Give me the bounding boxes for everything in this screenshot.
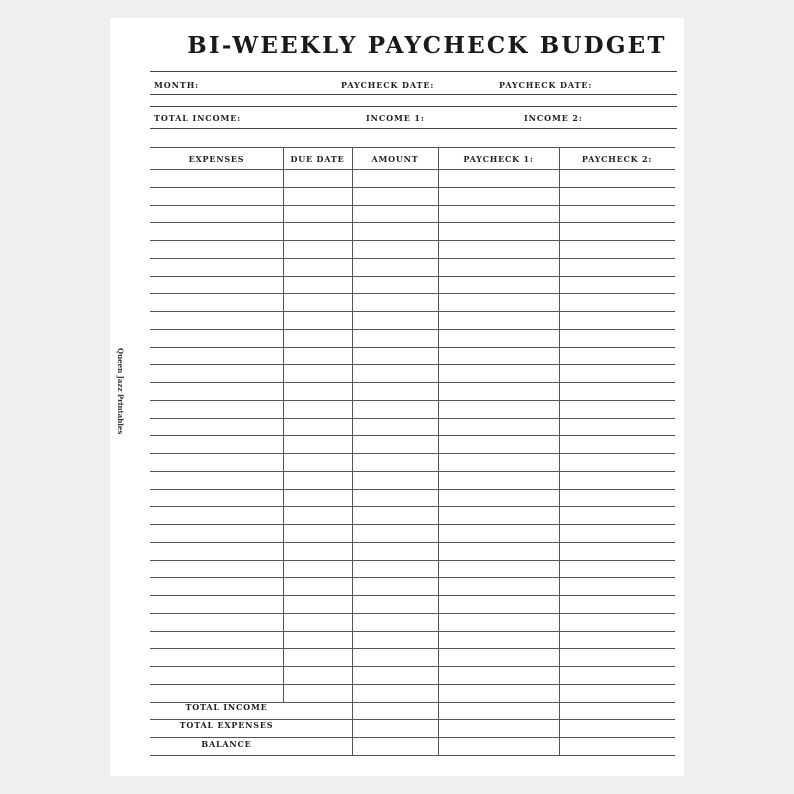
table-row-line bbox=[150, 737, 675, 738]
table-row-line bbox=[150, 222, 675, 223]
table-row-line bbox=[150, 329, 675, 330]
column-header-paycheck-2: PAYCHECK 2: bbox=[581, 154, 653, 164]
table-row-line bbox=[150, 684, 675, 685]
table-row-line bbox=[150, 400, 675, 401]
side-credit: Queen Jazz Printables bbox=[116, 348, 125, 435]
table-row-line bbox=[150, 187, 675, 188]
table-row-line bbox=[150, 258, 675, 259]
column-header-expenses: EXPENSES bbox=[188, 154, 245, 164]
table-row-line bbox=[150, 240, 675, 241]
paycheck-date-2-label: PAYCHECK DATE: bbox=[499, 80, 593, 90]
paycheck-date-1-label: PAYCHECK DATE: bbox=[341, 80, 435, 90]
column-header-amount: AMOUNT bbox=[371, 154, 419, 164]
table-row-line bbox=[150, 382, 675, 383]
table-row-line bbox=[150, 524, 675, 525]
table-row-line bbox=[150, 506, 675, 507]
table-row-line bbox=[150, 276, 675, 277]
table-row-line bbox=[150, 631, 675, 632]
table-row-line bbox=[150, 613, 675, 614]
table-row-line bbox=[150, 560, 675, 561]
table-row-line bbox=[150, 595, 675, 596]
table-row-line bbox=[150, 755, 675, 756]
table-row-line bbox=[150, 147, 675, 148]
table-column-line bbox=[438, 147, 439, 755]
total-income-header-label: TOTAL INCOME: bbox=[154, 113, 242, 123]
table-row-line bbox=[150, 702, 675, 703]
month-label: MONTH: bbox=[154, 80, 200, 90]
total-expenses-label: TOTAL EXPENSES bbox=[179, 720, 274, 730]
header-rule-2 bbox=[150, 94, 677, 95]
column-header-paycheck-1: PAYCHECK 1: bbox=[463, 154, 534, 164]
page-title: BI-WEEKLY PAYCHECK BUDGET bbox=[187, 32, 667, 59]
table-row-line bbox=[150, 471, 675, 472]
table-column-line bbox=[283, 147, 284, 702]
table-row-line bbox=[150, 666, 675, 667]
table-row-line bbox=[150, 542, 675, 543]
income-2-label: INCOME 2: bbox=[524, 113, 583, 123]
header-rule-4 bbox=[150, 128, 677, 129]
table-column-line bbox=[559, 147, 560, 755]
table-row-line bbox=[150, 364, 675, 365]
column-header-due-date: DUE DATE bbox=[290, 154, 345, 164]
table-row-line bbox=[150, 347, 675, 348]
table-row-line bbox=[150, 719, 675, 720]
balance-label: BALANCE bbox=[201, 739, 252, 749]
table-row-line bbox=[150, 169, 675, 170]
budget-sheet bbox=[110, 18, 684, 776]
table-column-line bbox=[352, 147, 353, 755]
table-row-line bbox=[150, 293, 675, 294]
total-income-label: TOTAL INCOME bbox=[185, 702, 268, 712]
table-row-line bbox=[150, 311, 675, 312]
income-1-label: INCOME 1: bbox=[366, 113, 425, 123]
table-row-line bbox=[150, 453, 675, 454]
table-row-line bbox=[150, 577, 675, 578]
table-row-line bbox=[150, 205, 675, 206]
table-row-line bbox=[150, 435, 675, 436]
header-rule-top bbox=[150, 71, 677, 72]
table-row-line bbox=[150, 489, 675, 490]
expense-table bbox=[150, 147, 675, 755]
table-row-line bbox=[150, 648, 675, 649]
table-row-line bbox=[150, 418, 675, 419]
header-rule-3 bbox=[150, 106, 677, 107]
